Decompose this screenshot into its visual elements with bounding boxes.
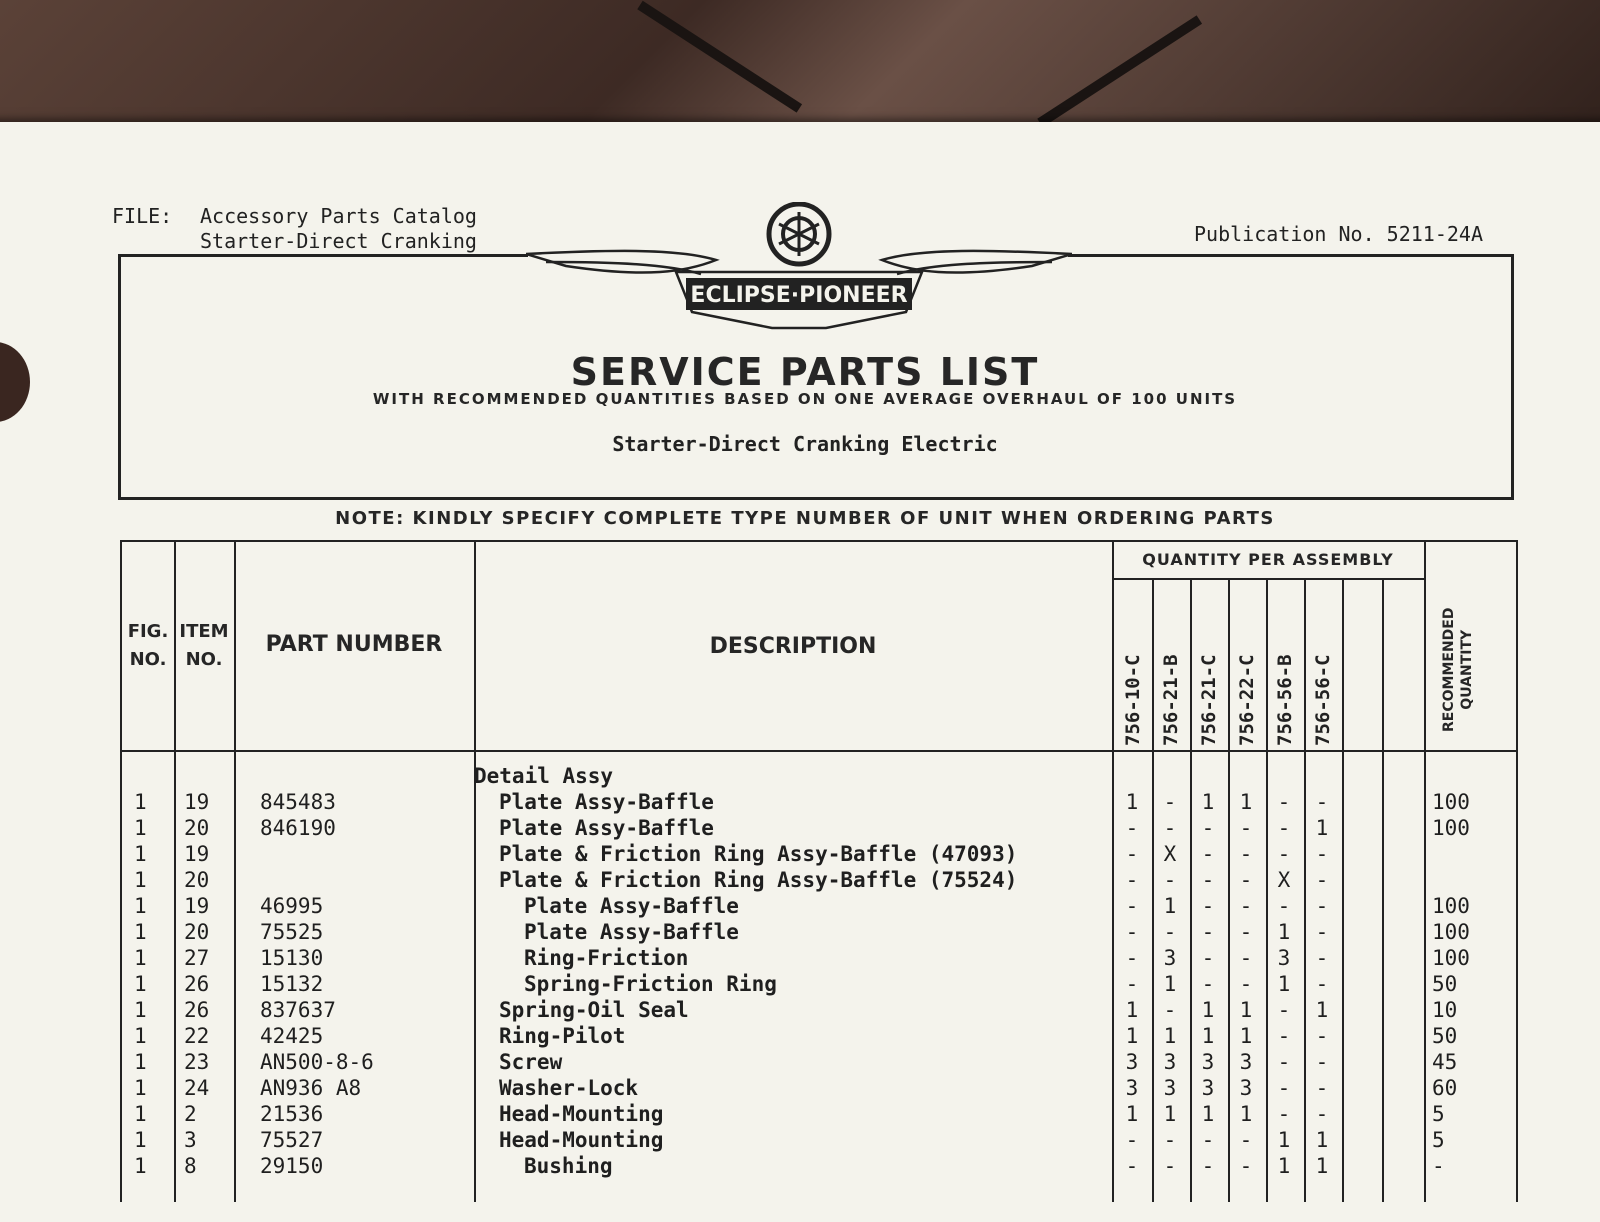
qty-cell: - (1277, 790, 1291, 814)
model-756-56-c-header: 756-56-C (1312, 654, 1334, 746)
qty-cell: 1 (1201, 1102, 1215, 1126)
description-cell: Bushing (524, 1154, 613, 1178)
recommended-qty-cell: 10 (1432, 998, 1458, 1022)
qty-cell: - (1277, 998, 1291, 1022)
qty-cell: - (1239, 868, 1253, 892)
qty-cell: 1 (1125, 998, 1139, 1022)
qty-cell: - (1201, 894, 1215, 918)
qty-cell: 3 (1201, 1050, 1215, 1074)
table-row (122, 868, 1516, 894)
description-header: DESCRIPTION (709, 634, 877, 659)
fig-no-cell: 1 (134, 972, 147, 996)
qty-cell: 1 (1277, 972, 1291, 996)
file-reference (112, 204, 477, 254)
qty-cell: - (1277, 1076, 1291, 1100)
qty-cell: - (1125, 842, 1139, 866)
file-label: FILE: (112, 204, 173, 228)
table-row (122, 1102, 1516, 1128)
part-number-cell: 15132 (260, 972, 324, 996)
qty-cell: 1 (1201, 790, 1215, 814)
item-no-cell: 3 (184, 1128, 197, 1152)
description-cell: Plate Assy-Baffle (524, 920, 739, 944)
recommended-quantity-header: RECOMMENDED QUANTITY (1441, 607, 1475, 732)
qty-cell: 1 (1163, 894, 1177, 918)
qty-cell: 1 (1239, 1102, 1253, 1126)
recommended-qty-cell: - (1432, 1154, 1445, 1178)
item-no-cell: 23 (184, 1050, 210, 1074)
item-no-cell: 27 (184, 946, 210, 970)
qty-cell: - (1163, 998, 1177, 1022)
qty-cell: - (1239, 894, 1253, 918)
item-no-cell: 19 (184, 894, 210, 918)
qty-cell: 3 (1163, 1050, 1177, 1074)
parts-table (120, 540, 1518, 1202)
description-cell: Spring-Friction Ring (524, 972, 777, 996)
qty-cell: - (1239, 842, 1253, 866)
qty-cell: - (1163, 790, 1177, 814)
qty-cell: 3 (1277, 946, 1291, 970)
recommended-qty-cell: 60 (1432, 1076, 1458, 1100)
file-line-2: Starter-Direct Cranking (200, 229, 477, 253)
model-756-21-b-header: 756-21-B (1160, 654, 1182, 746)
recommended-qty-cell: 100 (1432, 816, 1470, 840)
description-cell: Spring-Oil Seal (499, 998, 689, 1022)
fig-no-cell: 1 (134, 1102, 147, 1126)
qty-cell: - (1201, 946, 1215, 970)
part-number-cell: 42425 (260, 1024, 324, 1048)
qty-cell: - (1201, 1154, 1215, 1178)
item-no-cell: 26 (184, 972, 210, 996)
item-no-cell: 20 (184, 816, 210, 840)
qty-cell: - (1239, 1128, 1253, 1152)
part-number-cell: 75525 (260, 920, 324, 944)
qty-cell: - (1239, 920, 1253, 944)
header-divider (122, 750, 1516, 752)
qty-cell: - (1163, 1154, 1177, 1178)
qty-cell: - (1163, 920, 1177, 944)
recommended-qty-cell: 100 (1432, 894, 1470, 918)
model-756-56-b-header: 756-56-B (1274, 654, 1296, 746)
fig-no-cell: 1 (134, 1050, 147, 1074)
qty-cell: - (1125, 1154, 1139, 1178)
page-subtitle: WITH RECOMMENDED QUANTITIES BASED ON ONE AVERAGE OVERHAUL OF 100 UNITS (372, 390, 1238, 408)
page-title: SERVICE PARTS LIST (570, 350, 1040, 394)
part-number-cell: 845483 (260, 790, 336, 814)
table-row (122, 972, 1516, 998)
description-cell: Detail Assy (474, 764, 614, 788)
parts-list-page (0, 122, 1600, 1222)
qty-cell: 1 (1125, 1024, 1139, 1048)
qty-cell: 1 (1125, 790, 1139, 814)
item-no-header: ITEM NO. (179, 621, 229, 670)
fig-no-cell: 1 (134, 790, 147, 814)
qty-cell: - (1201, 972, 1215, 996)
table-row (122, 764, 1516, 790)
table-row (122, 1076, 1516, 1102)
qty-cell: 3 (1163, 946, 1177, 970)
qty-per-assembly-header: QUANTITY PER ASSEMBLY (1142, 550, 1394, 569)
qty-cell: 1 (1277, 920, 1291, 944)
item-no-cell: 26 (184, 998, 210, 1022)
eclipse-pioneer-logo (526, 202, 1072, 342)
qty-cell: - (1201, 1128, 1215, 1152)
part-number-header: PART NUMBER (265, 632, 443, 657)
qty-cell: - (1315, 790, 1329, 814)
part-number-cell: 21536 (260, 1102, 324, 1126)
item-no-cell: 20 (184, 868, 210, 892)
qty-cell: 1 (1315, 1128, 1329, 1152)
qty-cell: 3 (1163, 1076, 1177, 1100)
description-cell: Ring-Friction (524, 946, 689, 970)
model-756-21-c-header: 756-21-C (1198, 654, 1220, 746)
recommended-qty-cell: 100 (1432, 920, 1470, 944)
qty-cell: - (1315, 972, 1329, 996)
fig-no-cell: 1 (134, 1128, 147, 1152)
description-cell: Head-Mounting (499, 1128, 664, 1152)
qty-cell: - (1201, 816, 1215, 840)
ordering-note: NOTE: KINDLY SPECIFY COMPLETE TYPE NUMBER OF UNIT WHEN ORDERING PARTS (335, 508, 1275, 529)
logo-text: ECLIPSE·PIONEER (690, 283, 908, 308)
qty-cell: 1 (1163, 1024, 1177, 1048)
part-number-cell: 29150 (260, 1154, 324, 1178)
recommended-qty-cell: 50 (1432, 1024, 1458, 1048)
qty-cell: - (1163, 816, 1177, 840)
model-756-22-c-header: 756-22-C (1236, 654, 1258, 746)
part-number-cell: 846190 (260, 816, 336, 840)
qty-cell: - (1201, 920, 1215, 944)
table-row (122, 998, 1516, 1024)
qty-cell: - (1125, 894, 1139, 918)
table-row (122, 842, 1516, 868)
fig-no-cell: 1 (134, 894, 147, 918)
qty-cell: 3 (1125, 1050, 1139, 1074)
qty-cell: X (1163, 842, 1177, 866)
table-row (122, 1154, 1516, 1180)
recommended-qty-cell: 50 (1432, 972, 1458, 996)
qty-cell: - (1163, 868, 1177, 892)
qty-cell: - (1315, 1024, 1329, 1048)
table-row (122, 946, 1516, 972)
qty-cell: 1 (1163, 1102, 1177, 1126)
part-number-cell: 75527 (260, 1128, 324, 1152)
qty-cell: - (1277, 1024, 1291, 1048)
table-row (122, 1128, 1516, 1154)
qty-cell: - (1163, 1128, 1177, 1152)
part-number-cell: AN500-8-6 (260, 1050, 374, 1074)
qty-cell: - (1125, 946, 1139, 970)
qty-cell: - (1277, 842, 1291, 866)
qty-cell: - (1277, 1050, 1291, 1074)
file-line-1: Accessory Parts Catalog (200, 204, 477, 228)
qty-cell: 1 (1201, 1024, 1215, 1048)
recommended-qty-cell: 100 (1432, 790, 1470, 814)
table-row (122, 1050, 1516, 1076)
qty-cell: 1 (1277, 1128, 1291, 1152)
qty-cell: - (1315, 1050, 1329, 1074)
qty-cell: - (1201, 842, 1215, 866)
part-number-cell: 837637 (260, 998, 336, 1022)
qty-cell: 3 (1125, 1076, 1139, 1100)
qty-cell: - (1315, 1076, 1329, 1100)
qty-cell: - (1315, 894, 1329, 918)
qty-cell: 1 (1277, 1154, 1291, 1178)
qty-cell: - (1315, 920, 1329, 944)
description-cell: Screw (499, 1050, 563, 1074)
qty-cell: 1 (1239, 1024, 1253, 1048)
qty-cell: - (1239, 972, 1253, 996)
recommended-qty-cell: 100 (1432, 946, 1470, 970)
qty-cell: 3 (1239, 1076, 1253, 1100)
row-divider (1112, 578, 1424, 580)
description-cell: Plate Assy-Baffle (499, 816, 714, 840)
qty-cell: - (1239, 946, 1253, 970)
publication-number: Publication No. 5211-24A (1194, 222, 1483, 246)
qty-cell: 1 (1315, 998, 1329, 1022)
qty-cell: 1 (1239, 790, 1253, 814)
qty-cell: 3 (1201, 1076, 1215, 1100)
item-no-cell: 19 (184, 790, 210, 814)
fig-no-cell: 1 (134, 998, 147, 1022)
qty-cell: - (1277, 894, 1291, 918)
fig-no-cell: 1 (134, 868, 147, 892)
part-number-cell: 15130 (260, 946, 324, 970)
qty-cell: 1 (1163, 972, 1177, 996)
fig-no-cell: 1 (134, 1076, 147, 1100)
item-no-cell: 20 (184, 920, 210, 944)
table-row (122, 894, 1516, 920)
item-no-cell: 22 (184, 1024, 210, 1048)
part-number-cell: AN936 A8 (260, 1076, 362, 1100)
qty-cell: - (1125, 1128, 1139, 1152)
qty-cell: - (1125, 972, 1139, 996)
qty-cell: - (1315, 842, 1329, 866)
qty-cell: 3 (1239, 1050, 1253, 1074)
fig-no-cell: 1 (134, 920, 147, 944)
fig-no-header: FIG. NO. (127, 621, 169, 670)
table-row (122, 1024, 1516, 1050)
description-cell: Ring-Pilot (499, 1024, 626, 1048)
recommended-qty-cell: 45 (1432, 1050, 1458, 1074)
table-row (122, 816, 1516, 842)
qty-cell: - (1125, 868, 1139, 892)
fig-no-cell: 1 (134, 946, 147, 970)
qty-cell: 1 (1239, 998, 1253, 1022)
qty-cell: - (1239, 1154, 1253, 1178)
fig-no-cell: 1 (134, 842, 147, 866)
qty-cell: - (1315, 868, 1329, 892)
description-cell: Plate Assy-Baffle (524, 894, 739, 918)
description-cell: Plate Assy-Baffle (499, 790, 714, 814)
qty-cell: - (1277, 1102, 1291, 1126)
fig-no-cell: 1 (134, 1154, 147, 1178)
qty-cell: - (1315, 1102, 1329, 1126)
description-cell: Plate & Friction Ring Assy-Baffle (75524) (499, 868, 1018, 892)
qty-cell: - (1125, 816, 1139, 840)
part-number-cell: 46995 (260, 894, 324, 918)
qty-cell: 1 (1315, 1154, 1329, 1178)
item-no-cell: 2 (184, 1102, 197, 1126)
qty-cell: - (1125, 920, 1139, 944)
qty-cell: 1 (1315, 816, 1329, 840)
recommended-qty-cell: 5 (1432, 1102, 1445, 1126)
qty-cell: 1 (1125, 1102, 1139, 1126)
qty-cell: X (1277, 868, 1291, 892)
qty-cell: - (1315, 946, 1329, 970)
qty-cell: 1 (1201, 998, 1215, 1022)
fig-no-cell: 1 (134, 816, 147, 840)
recommended-qty-cell: 5 (1432, 1128, 1445, 1152)
item-no-cell: 8 (184, 1154, 197, 1178)
table-row (122, 790, 1516, 816)
item-no-cell: 24 (184, 1076, 210, 1100)
model-756-10-c-header: 756-10-C (1122, 654, 1144, 746)
fig-no-cell: 1 (134, 1024, 147, 1048)
qty-cell: - (1239, 816, 1253, 840)
qty-cell: - (1201, 868, 1215, 892)
qty-cell: - (1277, 816, 1291, 840)
table-row (122, 920, 1516, 946)
description-cell: Plate & Friction Ring Assy-Baffle (47093) (499, 842, 1018, 866)
item-no-cell: 19 (184, 842, 210, 866)
description-cell: Head-Mounting (499, 1102, 664, 1126)
description-cell: Washer-Lock (499, 1076, 639, 1100)
assembly-name: Starter-Direct Cranking Electric (612, 432, 998, 456)
